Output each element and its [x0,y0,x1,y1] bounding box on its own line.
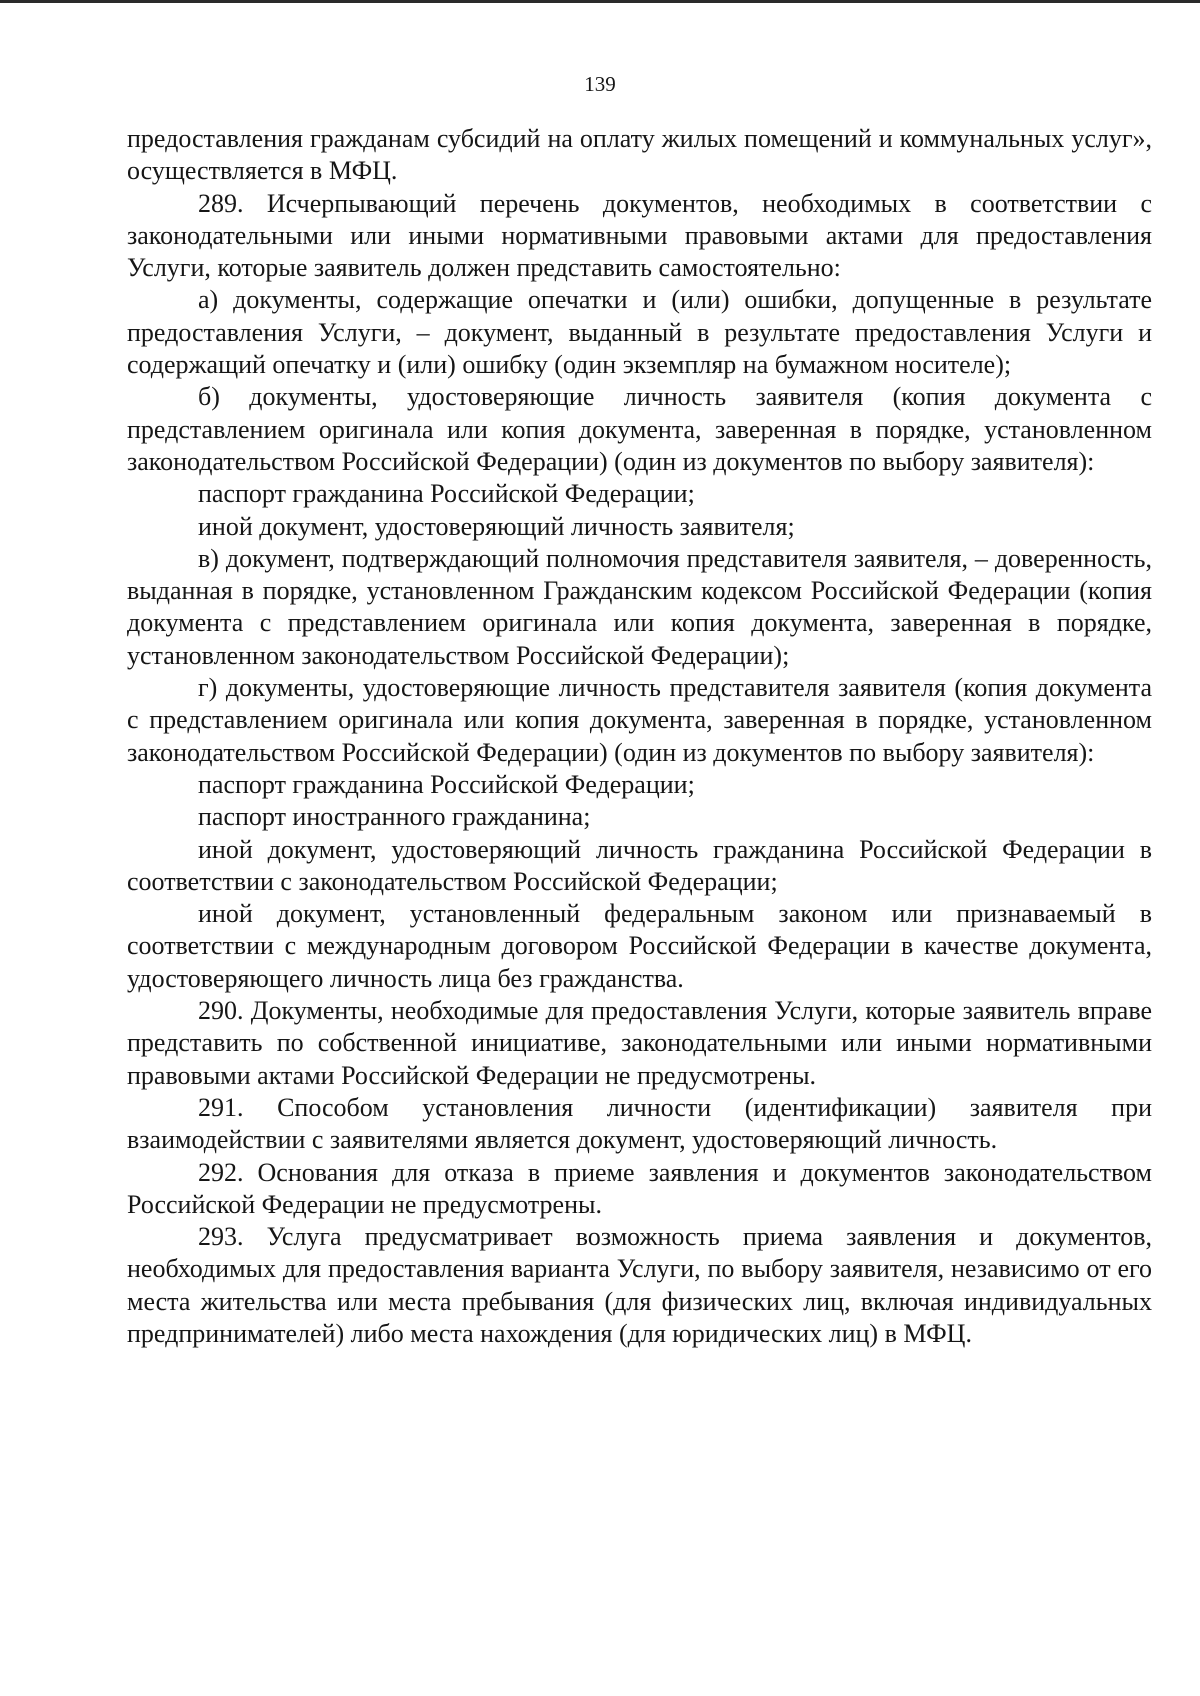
list-item-stateless-id: иной документ, установленный федеральным законом или признаваемый в соответствии с международным договором Российской Федерации в качестве документа, удостоверяющего личность лица без гражданства. [127,899,1152,993]
list-item-passport-rf: паспорт гражданина Российской Федерации; [198,479,695,509]
list-item-other-id: иной документ, удостоверяющий личность заявителя; [198,511,795,541]
paragraph-289-b: б) документы, удостоверяющие личность заявителя (копия документа с представлением оригинала или копия документа, заверенная в порядке, установленном законодательством Российской Федерации) (один из документов по выбору заявителя): [127,382,1152,476]
list-item-foreign-passport: паспорт иностранного гражданина; [198,802,591,832]
paragraph-continuation: предоставления гражданам субсидий на оплату жилых помещений и коммунальных услуг», осуществляется в МФЦ. [127,124,1152,186]
paragraph-289-v: в) документ, подтверждающий полномочия представителя заявителя, – доверенность, выданная в порядке, установленном Гражданским кодексом Российской Федерации (копия документа с представлением оригинала или копия документа, заверенная в порядке, установленном законодательством Российской Федерации); [127,543,1152,670]
paragraph-289-g: г) документы, удостоверяющие личность представителя заявителя (копия документа с представлением оригинала или копия документа, заверенная в порядке, установленном законодательством Российской Федерации) (один из документов по выбору заявителя): [127,673,1152,767]
page-number: 139 [584,72,616,96]
paragraph-289-a: а) документы, содержащие опечатки и (или) ошибки, допущенные в результате предоставления Услуги, – документ, выданный в результате предоставления Услуги и содержащий опечатку и (или) ошибку (один экземпляр на бумажном носителе); [127,285,1152,380]
paragraph-292: 292. Основания для отказа в приеме заявления и документов законодательством Российской Федерации не предусмотрены. [127,1157,1152,1219]
scan-top-edge [0,0,1200,3]
document-body [127,123,1152,1350]
list-item-passport-rf-2: паспорт гражданина Российской Федерации; [198,769,695,799]
paragraph-293: 293. Услуга предусматривает возможность приема заявления и документов, необходимых для предоставления варианта Услуги, по выбору заявителя, независимо от его места жительства или места пребывания (для физических лиц, включая индивидуальных предпринимателей) либо места нахождения (для юридических лиц) в МФЦ. [127,1222,1152,1348]
list-item-other-id-citizen: иной документ, удостоверяющий личность гражданина Российской Федерации в соответствии с законодательством Российской Федерации; [127,834,1152,896]
paragraph-289: 289. Исчерпывающий перечень документов, необходимых в соответствии с законодательными или иными нормативными правовыми актами для предоставления Услуги, которые заявитель должен представить самостоятельно: [127,188,1152,283]
paragraph-290: 290. Документы, необходимые для предоставления Услуги, которые заявитель вправе представить по собственной инициативе, законодательными или иными нормативными правовыми актами Российской Федерации не предусмотрены. [127,996,1152,1090]
paragraph-291: 291. Способом установления личности (идентификации) заявителя при взаимодействии с заявителями является документ, удостоверяющий личность. [127,1092,1152,1155]
